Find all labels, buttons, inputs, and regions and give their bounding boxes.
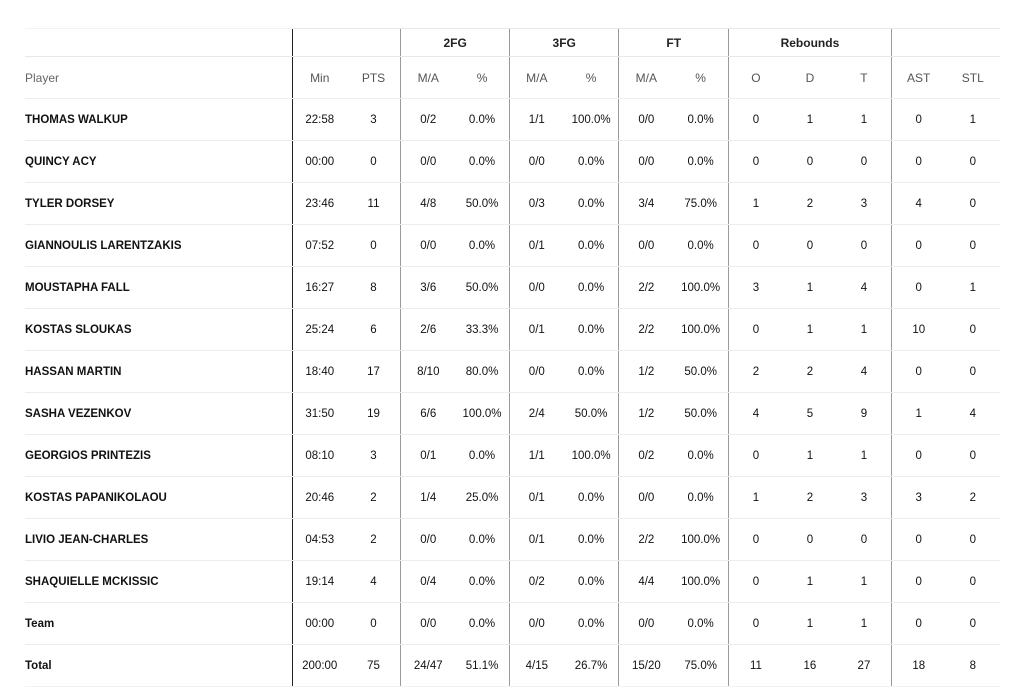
cell-reb-t: 27 — [837, 645, 891, 687]
cell-min: 31:50 — [292, 393, 346, 435]
cell-3fg-pct: 0.0% — [564, 267, 619, 309]
cell-ast: 0 — [891, 561, 945, 603]
cell-stl: 0 — [946, 309, 1000, 351]
cell-ft-ma: 3/4 — [619, 183, 673, 225]
col-2fg-ma: M/A — [401, 57, 455, 99]
cell-pts: 19 — [347, 393, 401, 435]
cell-pts: 2 — [347, 477, 401, 519]
cell-min: 19:14 — [292, 561, 346, 603]
cell-3fg-pct: 0.0% — [564, 141, 619, 183]
cell-3fg-ma: 0/1 — [509, 519, 563, 561]
cell-reb-t: 1 — [837, 561, 891, 603]
cell-ft-ma: 0/0 — [619, 225, 673, 267]
cell-3fg-ma: 1/1 — [509, 99, 563, 141]
cell-reb-d: 5 — [783, 393, 837, 435]
cell-reb-o: 2 — [729, 351, 783, 393]
cell-3fg-pct: 0.0% — [564, 225, 619, 267]
cell-reb-t: 3 — [837, 477, 891, 519]
cell-2fg-pct: 80.0% — [455, 351, 509, 393]
cell-3fg-ma: 0/1 — [509, 309, 563, 351]
cell-ft-ma: 0/2 — [619, 435, 673, 477]
col-ft-pct: % — [673, 57, 728, 99]
cell-pts: 0 — [347, 603, 401, 645]
cell-3fg-pct: 100.0% — [564, 435, 619, 477]
cell-ft-ma: 1/2 — [619, 393, 673, 435]
cell-player-name[interactable]: SASHA VEZENKOV — [25, 393, 292, 435]
cell-ft-pct: 100.0% — [673, 267, 728, 309]
cell-ft-ma: 0/0 — [619, 477, 673, 519]
cell-reb-d: 1 — [783, 603, 837, 645]
cell-3fg-pct: 100.0% — [564, 99, 619, 141]
cell-stl: 0 — [946, 225, 1000, 267]
cell-pts: 3 — [347, 99, 401, 141]
cell-3fg-pct: 0.0% — [564, 309, 619, 351]
cell-min: 00:00 — [292, 603, 346, 645]
cell-ft-ma: 0/0 — [619, 99, 673, 141]
cell-pts: 17 — [347, 351, 401, 393]
cell-reb-d: 0 — [783, 519, 837, 561]
col-ft-ma: M/A — [619, 57, 673, 99]
cell-ft-ma: 15/20 — [619, 645, 673, 687]
cell-min: 25:24 — [292, 309, 346, 351]
cell-stl: 4 — [946, 393, 1000, 435]
cell-ft-pct: 0.0% — [673, 141, 728, 183]
table-row — [25, 351, 1000, 393]
cell-3fg-ma: 0/0 — [509, 351, 563, 393]
cell-2fg-ma: 3/6 — [401, 267, 455, 309]
player-rows — [25, 99, 1000, 687]
cell-ft-ma: 2/2 — [619, 519, 673, 561]
cell-pts: 75 — [347, 645, 401, 687]
cell-pts: 8 — [347, 267, 401, 309]
cell-reb-t: 4 — [837, 267, 891, 309]
cell-reb-o: 3 — [729, 267, 783, 309]
col-3fg-ma: M/A — [509, 57, 563, 99]
cell-2fg-pct: 0.0% — [455, 561, 509, 603]
cell-ft-pct: 0.0% — [673, 477, 728, 519]
cell-stl: 1 — [946, 267, 1000, 309]
cell-reb-o: 0 — [729, 225, 783, 267]
cell-2fg-ma: 2/6 — [401, 309, 455, 351]
cell-reb-t: 0 — [837, 141, 891, 183]
cell-stl: 1 — [946, 99, 1000, 141]
cell-stl: 0 — [946, 351, 1000, 393]
group-blank — [25, 29, 292, 57]
cell-reb-t: 4 — [837, 351, 891, 393]
cell-ast: 18 — [891, 645, 945, 687]
cell-reb-t: 1 — [837, 309, 891, 351]
cell-reb-d: 1 — [783, 99, 837, 141]
cell-3fg-ma: 0/0 — [509, 603, 563, 645]
cell-player-name[interactable]: TYLER DORSEY — [25, 183, 292, 225]
cell-3fg-ma: 0/1 — [509, 225, 563, 267]
cell-player-name[interactable]: GEORGIOS PRINTEZIS — [25, 435, 292, 477]
cell-player-name[interactable]: THOMAS WALKUP — [25, 99, 292, 141]
cell-3fg-ma: 1/1 — [509, 435, 563, 477]
table-row — [25, 561, 1000, 603]
cell-ft-pct: 100.0% — [673, 519, 728, 561]
cell-2fg-ma: 0/0 — [401, 225, 455, 267]
cell-reb-o: 1 — [729, 477, 783, 519]
cell-ft-pct: 0.0% — [673, 225, 728, 267]
cell-ft-pct: 100.0% — [673, 561, 728, 603]
cell-ast: 0 — [891, 141, 945, 183]
cell-reb-o: 0 — [729, 519, 783, 561]
cell-stl: 0 — [946, 183, 1000, 225]
col-min: Min — [292, 57, 346, 99]
cell-ft-ma: 0/0 — [619, 141, 673, 183]
cell-2fg-ma: 0/0 — [401, 141, 455, 183]
cell-ft-ma: 2/2 — [619, 267, 673, 309]
cell-reb-o: 4 — [729, 393, 783, 435]
cell-ft-pct: 100.0% — [673, 309, 728, 351]
cell-ft-ma: 0/0 — [619, 603, 673, 645]
col-reb-t: T — [837, 57, 891, 99]
cell-min: 18:40 — [292, 351, 346, 393]
col-2fg-pct: % — [455, 57, 509, 99]
col-ast: AST — [891, 57, 945, 99]
cell-reb-d: 16 — [783, 645, 837, 687]
cell-min: 04:53 — [292, 519, 346, 561]
cell-pts: 11 — [347, 183, 401, 225]
table-row — [25, 393, 1000, 435]
cell-player-name[interactable]: MOUSTAPHA FALL — [25, 267, 292, 309]
cell-stl: 0 — [946, 519, 1000, 561]
table-row — [25, 309, 1000, 351]
cell-ast: 10 — [891, 309, 945, 351]
cell-stl: 2 — [946, 477, 1000, 519]
cell-ast: 3 — [891, 477, 945, 519]
cell-reb-t: 1 — [837, 435, 891, 477]
table-row — [25, 603, 1000, 645]
cell-reb-d: 1 — [783, 309, 837, 351]
cell-ast: 1 — [891, 393, 945, 435]
cell-2fg-pct: 51.1% — [455, 645, 509, 687]
cell-stl: 0 — [946, 603, 1000, 645]
cell-pts: 6 — [347, 309, 401, 351]
cell-2fg-pct: 100.0% — [455, 393, 509, 435]
cell-reb-d: 2 — [783, 183, 837, 225]
cell-pts: 4 — [347, 561, 401, 603]
cell-2fg-ma: 0/2 — [401, 99, 455, 141]
group-blank-other — [891, 29, 1000, 57]
cell-reb-d: 2 — [783, 477, 837, 519]
cell-ft-pct: 50.0% — [673, 393, 728, 435]
cell-min: 22:58 — [292, 99, 346, 141]
col-reb-d: D — [783, 57, 837, 99]
cell-reb-o: 0 — [729, 309, 783, 351]
cell-2fg-ma: 8/10 — [401, 351, 455, 393]
cell-ast: 0 — [891, 603, 945, 645]
group-ft: FT — [619, 29, 729, 57]
cell-2fg-pct: 0.0% — [455, 519, 509, 561]
table-row — [25, 645, 1000, 687]
cell-2fg-ma: 0/0 — [401, 603, 455, 645]
cell-3fg-ma: 0/0 — [509, 267, 563, 309]
col-reb-o: O — [729, 57, 783, 99]
cell-player-name[interactable]: LIVIO JEAN-CHARLES — [25, 519, 292, 561]
column-header-row — [25, 57, 1000, 99]
cell-3fg-pct: 0.0% — [564, 519, 619, 561]
cell-ast: 0 — [891, 267, 945, 309]
cell-2fg-pct: 0.0% — [455, 99, 509, 141]
col-pts: PTS — [347, 57, 401, 99]
cell-ast: 0 — [891, 435, 945, 477]
cell-ft-pct: 0.0% — [673, 99, 728, 141]
cell-ft-pct: 0.0% — [673, 435, 728, 477]
table-row — [25, 267, 1000, 309]
cell-ast: 0 — [891, 99, 945, 141]
cell-player-name[interactable]: KOSTAS SLOUKAS — [25, 309, 292, 351]
cell-2fg-ma: 1/4 — [401, 477, 455, 519]
cell-2fg-ma: 0/0 — [401, 519, 455, 561]
cell-3fg-pct: 50.0% — [564, 393, 619, 435]
group-2fg: 2FG — [401, 29, 510, 57]
cell-reb-d: 0 — [783, 225, 837, 267]
cell-3fg-ma: 0/0 — [509, 141, 563, 183]
group-blank-basic — [292, 29, 401, 57]
cell-reb-d: 0 — [783, 141, 837, 183]
table-row — [25, 435, 1000, 477]
col-player: Player — [25, 57, 292, 99]
box-score — [25, 28, 1000, 687]
cell-pts: 2 — [347, 519, 401, 561]
table-row — [25, 519, 1000, 561]
cell-stl: 0 — [946, 435, 1000, 477]
cell-ast: 4 — [891, 183, 945, 225]
cell-2fg-ma: 24/47 — [401, 645, 455, 687]
cell-3fg-ma: 0/3 — [509, 183, 563, 225]
cell-2fg-pct: 0.0% — [455, 225, 509, 267]
cell-player-name[interactable]: SHAQUIELLE MCKISSIC — [25, 561, 292, 603]
cell-reb-d: 1 — [783, 267, 837, 309]
cell-min: 07:52 — [292, 225, 346, 267]
box-score-table — [25, 28, 1000, 687]
cell-pts: 0 — [347, 141, 401, 183]
cell-reb-t: 1 — [837, 99, 891, 141]
cell-2fg-pct: 0.0% — [455, 435, 509, 477]
cell-player-name: Total — [25, 645, 292, 687]
cell-3fg-pct: 0.0% — [564, 351, 619, 393]
cell-3fg-pct: 26.7% — [564, 645, 619, 687]
group-rebounds: Rebounds — [729, 29, 892, 57]
cell-3fg-ma: 0/2 — [509, 561, 563, 603]
cell-reb-o: 0 — [729, 141, 783, 183]
table-row — [25, 183, 1000, 225]
cell-min: 08:10 — [292, 435, 346, 477]
column-group-header-row — [25, 29, 1000, 57]
cell-min: 20:46 — [292, 477, 346, 519]
cell-3fg-ma: 2/4 — [509, 393, 563, 435]
cell-3fg-pct: 0.0% — [564, 561, 619, 603]
cell-2fg-pct: 50.0% — [455, 267, 509, 309]
cell-pts: 0 — [347, 225, 401, 267]
cell-player-name[interactable]: HASSAN MARTIN — [25, 351, 292, 393]
cell-pts: 3 — [347, 435, 401, 477]
table-row — [25, 477, 1000, 519]
cell-reb-d: 1 — [783, 561, 837, 603]
cell-ft-ma: 2/2 — [619, 309, 673, 351]
cell-ft-pct: 0.0% — [673, 603, 728, 645]
cell-ast: 0 — [891, 225, 945, 267]
cell-ft-ma: 4/4 — [619, 561, 673, 603]
cell-player-name[interactable]: KOSTAS PAPANIKOLAOU — [25, 477, 292, 519]
cell-stl: 8 — [946, 645, 1000, 687]
cell-ft-pct: 50.0% — [673, 351, 728, 393]
cell-stl: 0 — [946, 141, 1000, 183]
cell-2fg-pct: 33.3% — [455, 309, 509, 351]
cell-ft-pct: 75.0% — [673, 645, 728, 687]
cell-2fg-pct: 50.0% — [455, 183, 509, 225]
table-row — [25, 225, 1000, 267]
cell-stl: 0 — [946, 561, 1000, 603]
cell-min: 23:46 — [292, 183, 346, 225]
cell-reb-d: 2 — [783, 351, 837, 393]
cell-player-name[interactable]: QUINCY ACY — [25, 141, 292, 183]
cell-reb-o: 0 — [729, 435, 783, 477]
cell-reb-t: 3 — [837, 183, 891, 225]
cell-2fg-pct: 25.0% — [455, 477, 509, 519]
group-3fg: 3FG — [509, 29, 619, 57]
cell-3fg-pct: 0.0% — [564, 183, 619, 225]
col-3fg-pct: % — [564, 57, 619, 99]
cell-2fg-pct: 0.0% — [455, 603, 509, 645]
col-stl: STL — [946, 57, 1000, 99]
cell-min: 16:27 — [292, 267, 346, 309]
cell-ast: 0 — [891, 519, 945, 561]
cell-2fg-pct: 0.0% — [455, 141, 509, 183]
cell-2fg-ma: 0/1 — [401, 435, 455, 477]
cell-3fg-pct: 0.0% — [564, 477, 619, 519]
cell-reb-o: 0 — [729, 99, 783, 141]
cell-3fg-ma: 4/15 — [509, 645, 563, 687]
cell-reb-o: 11 — [729, 645, 783, 687]
cell-min: 00:00 — [292, 141, 346, 183]
cell-reb-o: 0 — [729, 561, 783, 603]
table-row — [25, 141, 1000, 183]
cell-player-name[interactable]: GIANNOULIS LARENTZAKIS — [25, 225, 292, 267]
table-row — [25, 99, 1000, 141]
cell-reb-t: 1 — [837, 603, 891, 645]
cell-reb-t: 0 — [837, 225, 891, 267]
cell-reb-d: 1 — [783, 435, 837, 477]
cell-ft-pct: 75.0% — [673, 183, 728, 225]
cell-reb-t: 9 — [837, 393, 891, 435]
cell-3fg-pct: 0.0% — [564, 603, 619, 645]
cell-3fg-ma: 0/1 — [509, 477, 563, 519]
cell-2fg-ma: 6/6 — [401, 393, 455, 435]
cell-ast: 0 — [891, 351, 945, 393]
cell-reb-o: 0 — [729, 603, 783, 645]
cell-min: 200:00 — [292, 645, 346, 687]
cell-reb-o: 1 — [729, 183, 783, 225]
cell-ft-ma: 1/2 — [619, 351, 673, 393]
cell-2fg-ma: 4/8 — [401, 183, 455, 225]
cell-reb-t: 0 — [837, 519, 891, 561]
cell-player-name: Team — [25, 603, 292, 645]
cell-2fg-ma: 0/4 — [401, 561, 455, 603]
